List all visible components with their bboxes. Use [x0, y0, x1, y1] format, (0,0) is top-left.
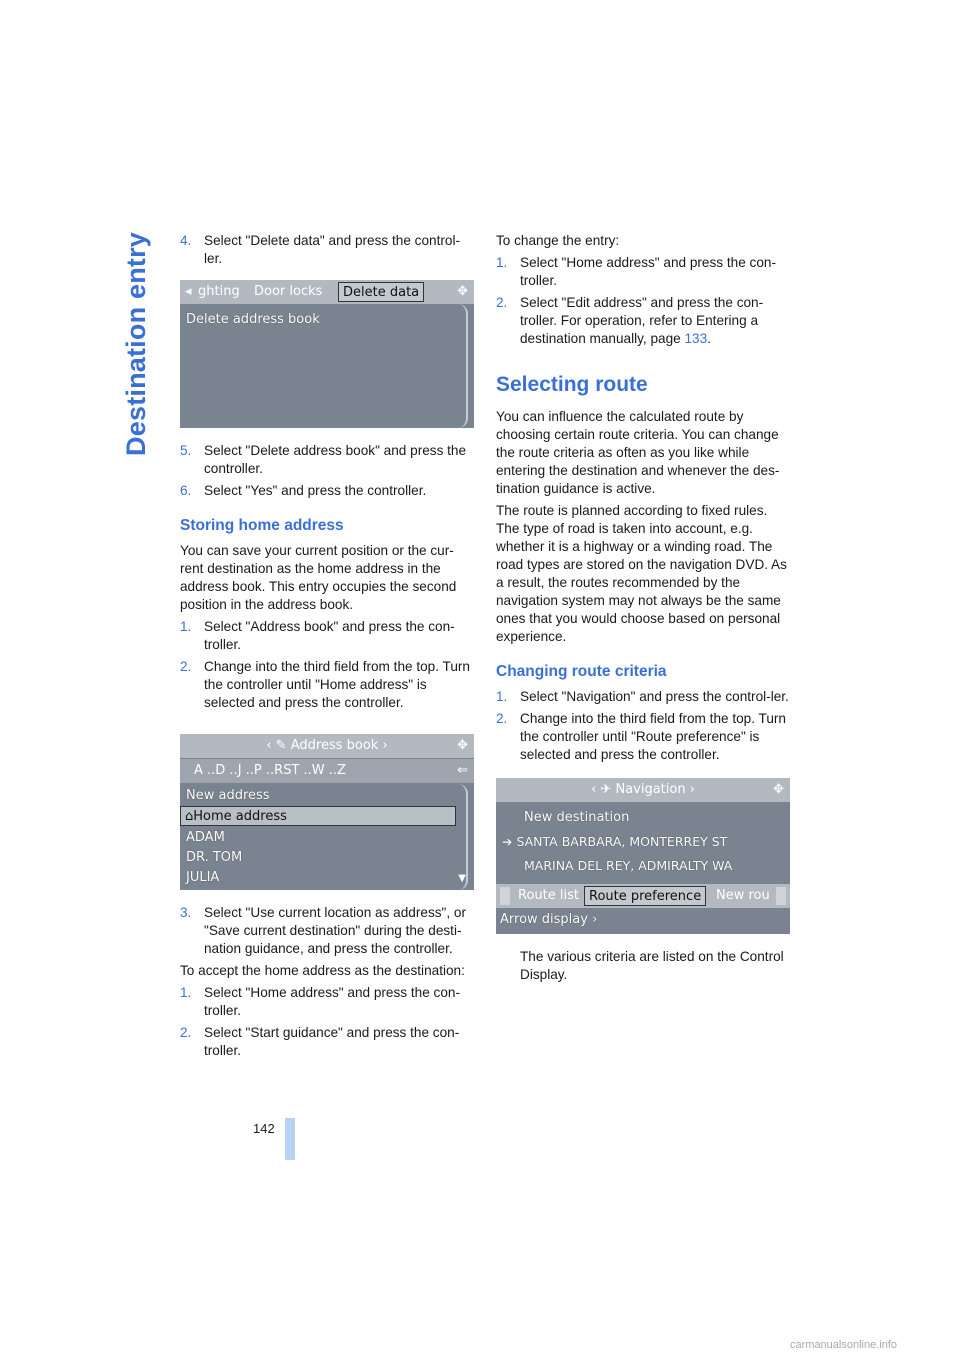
joystick-icon: ✥ [457, 738, 468, 753]
list-item[interactable]: JULIA [186, 870, 220, 885]
title-bar [496, 778, 790, 802]
letter-index[interactable]: A ..D ..J ..P ..RST ..W ..Z [194, 763, 346, 778]
chevron-left-icon: ‹ [591, 782, 597, 797]
tab-bar [496, 884, 790, 908]
screen-title: Address book [290, 738, 379, 753]
screen-delete-data [180, 280, 474, 428]
step-6: 6. Select "Yes" and press the controller. [180, 483, 427, 498]
screen-title: Navigation [615, 782, 686, 797]
screen-address-book [180, 734, 474, 890]
section-title: Destination entry [121, 232, 151, 456]
letter-bar[interactable] [180, 759, 474, 783]
tab-delete-data[interactable]: Delete data [338, 282, 424, 302]
chevron-right-icon: › [382, 738, 388, 753]
list-item[interactable]: ADAM [186, 830, 225, 845]
tab-lighting[interactable]: ghting [198, 284, 240, 299]
scroll-tab-icon [500, 887, 510, 905]
title-bar [180, 734, 474, 758]
arrow-right-icon: ➔ [502, 834, 517, 849]
chevron-right-icon: › [689, 782, 695, 797]
chevron-left-icon: ◂ [185, 284, 192, 299]
left-column [180, 232, 476, 1064]
home-step-3: 3. Select "Use current location as address", or "Save current destination" during the desti-nation guidance, and press the controller. [180, 905, 467, 956]
chevron-left-icon: ‹ [266, 738, 272, 753]
menu-item-new-destination[interactable]: New destination [524, 810, 630, 825]
joystick-icon: ✥ [457, 284, 468, 299]
tab-route-preference[interactable]: Route preference [584, 886, 706, 906]
heading-selecting-route: Selecting route [496, 373, 648, 396]
right-column [496, 232, 792, 988]
change-step-1: 1. Select "Home address" and press the con-troller. [496, 255, 776, 288]
book-icon: ✎ [275, 738, 287, 753]
accept-step-1: 1. Select "Home address" and press the con-troller. [180, 985, 460, 1018]
heading-changing-route-criteria: Changing route criteria [496, 663, 667, 680]
house-icon: ⌂ [185, 809, 194, 824]
menu-item-arrow-display[interactable]: Arrow display › [500, 912, 598, 927]
scroll-tab-icon [776, 887, 786, 905]
paragraph-criteria-end: The various criteria are listed on the Control Display. [520, 949, 784, 982]
page-number: 142 [253, 1121, 275, 1136]
home-step-1: 1. Select "Address book" and press the con-troller. [180, 619, 455, 652]
tab-new-route[interactable]: New rou [716, 888, 770, 903]
tab-door-locks[interactable]: Door locks [254, 284, 323, 299]
tab-route-list[interactable]: Route list [518, 888, 579, 903]
change-step-2: 2. Select "Edit address" and press the con-troller. For operation, refer to Entering a destination manually, page 133. [496, 295, 764, 346]
joystick-icon: ✥ [773, 782, 784, 797]
scroll-down-icon[interactable]: ▼ [458, 873, 466, 884]
paragraph-accept: To accept the home address as the destination: [180, 963, 465, 978]
page-link[interactable]: 133 [684, 331, 708, 346]
watermark: carmanualsonline.info [790, 1339, 898, 1351]
page-marker-bar [285, 1118, 295, 1160]
navigation-icon: ✈ [600, 782, 612, 797]
crit-step-2: 2. Change into the third field from the top. Turn the controller until "Route preference" is selected and press the controller. [496, 711, 786, 762]
paragraph-home: You can save your current position or the cur-rent destination as the home address in the address book. This entry occupies the second position in the address book. [180, 543, 457, 612]
step-4: 4. Select "Delete data" and press the control-ler. [180, 233, 460, 266]
tab-bar [180, 280, 474, 304]
step-5: 5. Select "Delete address book" and press the controller. [180, 443, 467, 476]
accept-step-2: 2. Select "Start guidance" and press the con-troller. [180, 1025, 460, 1058]
paragraph-route-2: The route is planned according to fixed rules. The type of road is taken into account, e.g. whether it is a highway or a winding road. The road types are stored on the navigation DVD. As a result, the routes recommended by the navigation system may not always be the same ones that you would choose based on personal experience. [496, 503, 787, 644]
recent-destination-item[interactable]: ➔ SANTA BARBARA, MONTERREY ST [502, 834, 728, 849]
recent-destination-item[interactable]: MARINA DEL REY, ADMIRALTY WA [524, 858, 733, 873]
menu-item-delete-address-book[interactable]: Delete address book [186, 312, 320, 327]
paragraph-route-1: You can influence the calculated route by choosing certain route criteria. You can change the route criteria as often as you like while entering the destination and whenever the des-tination guidance is active. [496, 409, 780, 496]
back-arrow-icon[interactable]: ⇐ [457, 763, 468, 778]
paragraph-change: To change the entry: [496, 233, 620, 248]
heading-storing-home-address: Storing home address [180, 517, 344, 534]
screen-navigation [496, 778, 790, 934]
chevron-right-icon: › [592, 912, 598, 927]
scroll-arc [458, 304, 468, 428]
list-item[interactable]: DR. TOM [186, 850, 243, 865]
list-item[interactable]: New address [186, 788, 270, 803]
home-step-2: 2. Change into the third field from the top. Turn the controller until "Home address" is selected and press the controller. [180, 659, 470, 710]
list-item-selected[interactable]: ⌂Home address [180, 806, 456, 826]
crit-step-1: 1. Select "Navigation" and press the control-ler. [496, 689, 789, 704]
